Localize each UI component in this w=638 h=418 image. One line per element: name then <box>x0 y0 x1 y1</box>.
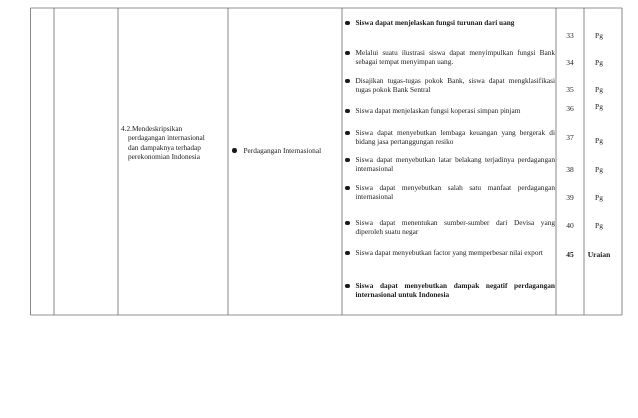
indicator-text: Siswa dapat menyebutkan dampak negatif perdagangan internasional untuk Indonesia <box>355 281 555 300</box>
item-form: Pg <box>595 102 603 111</box>
indicator-item <box>345 248 555 257</box>
bullet-icon <box>345 284 350 289</box>
item-number: 34 <box>566 58 574 67</box>
indicator-item <box>345 155 555 174</box>
item-form: Pg <box>595 193 603 202</box>
competency-cell <box>121 124 225 162</box>
competency-line: perdagangan internasional <box>128 133 205 143</box>
indicator-text: Melalui suatu ilustrasi siswa dapat menyimpulkan fungsi Bank sebagai tempat menyimpan uang. <box>355 48 555 67</box>
item-form: Pg <box>595 165 603 174</box>
indicator-item <box>345 183 555 202</box>
indicator-text: Disajikan tugas-tugas pokok Bank, siswa dapat mengklasifikasi tugas pokok Bank Sentral <box>355 76 555 95</box>
bullet-icon <box>232 148 237 153</box>
bullet-icon <box>345 251 350 256</box>
indicator-text: Siswa dapat menyebutkan salah satu manfaat perdagangan internasional <box>355 183 555 202</box>
item-number: 39 <box>566 193 574 202</box>
indicator-item <box>345 76 555 95</box>
indicator-item <box>345 281 555 300</box>
item-form: Pg <box>595 58 603 67</box>
bullet-icon <box>345 109 350 114</box>
item-form: Pg <box>595 221 603 230</box>
indicator-text: Siswa dapat menyebutkan latar belakang terjadinya perdagangan internasional <box>355 155 555 174</box>
competency-line: dan dampaknya terhadap <box>128 142 201 152</box>
item-form: Pg <box>595 31 603 40</box>
item-number: 38 <box>566 165 574 174</box>
materi-cell <box>232 146 340 155</box>
indicator-item <box>345 128 555 147</box>
item-number: 40 <box>566 221 574 230</box>
competency-line: perekonomian Indonesia <box>128 152 200 162</box>
bullet-icon <box>345 131 350 136</box>
bullet-icon <box>345 51 350 56</box>
item-form: Pg <box>595 85 603 94</box>
item-number: 33 <box>566 31 574 40</box>
bullet-icon <box>345 221 350 226</box>
indicator-item <box>345 48 555 67</box>
indicator-item <box>345 218 555 237</box>
bullet-icon <box>345 21 350 26</box>
item-form: Uraian <box>587 250 611 259</box>
indicator-item <box>345 18 555 27</box>
bullet-icon <box>345 158 350 163</box>
item-form: Pg <box>595 136 603 145</box>
item-number: 35 <box>566 85 574 94</box>
indicator-text: Siswa dapat menjelaskan fungsi turunan dari uang <box>355 18 515 27</box>
bullet-icon <box>345 186 350 191</box>
item-number: 45 <box>566 250 574 259</box>
item-number: 36 <box>566 104 574 113</box>
bullet-icon <box>345 79 350 84</box>
competency-line: 4.2.Mendeskripsikan <box>121 124 183 133</box>
indicator-item <box>345 106 555 115</box>
indicator-text: Siswa dapat menyebutkan factor yang memperbesar nilai export <box>355 248 543 257</box>
indicator-text: Siswa dapat menyebutkan lembaga keuangan yang bergerak di bidang jasa pertanggungan resiko <box>355 128 555 147</box>
indicator-text: Siswa dapat menjelaskan fungsi koperasi simpan pinjam <box>355 106 521 115</box>
indicator-text: Siswa dapat menentukan sumber-sumber dari Devisa yang diperoleh suatu negar <box>355 218 555 237</box>
materi-label: Perdagangan Internasional <box>243 146 322 155</box>
item-number: 37 <box>566 133 574 142</box>
